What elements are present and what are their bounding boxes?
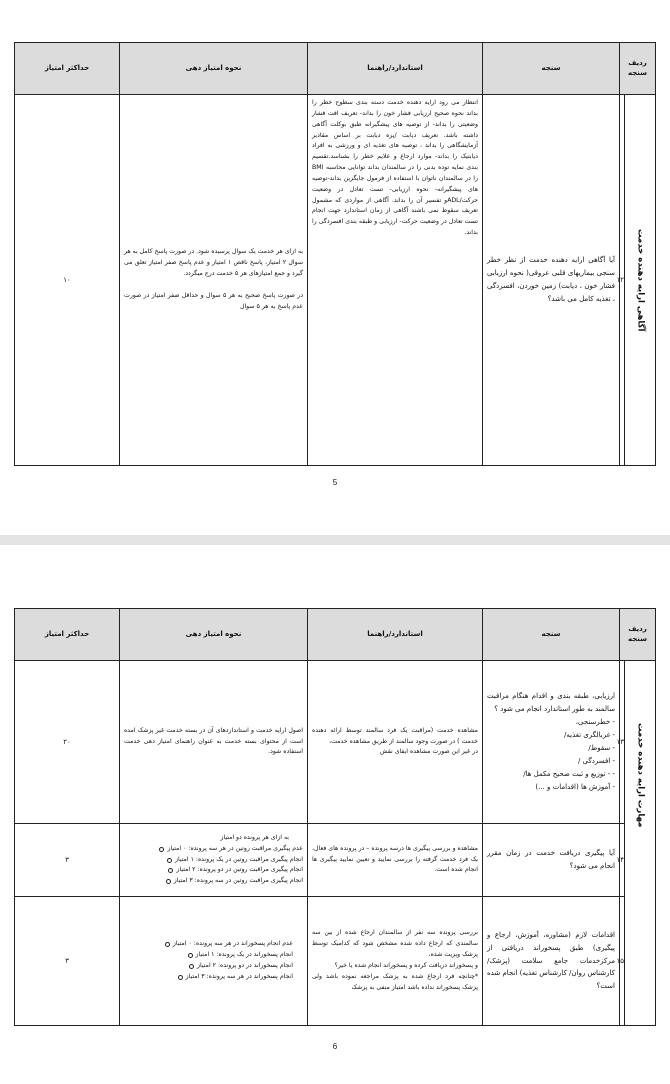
option-text: انجام پسخوراند در هر سه پرونده: ۳ امتیاز <box>185 972 293 980</box>
page-number: 6 <box>332 1042 338 1051</box>
max-score-cell: ۳ <box>15 897 120 1026</box>
header-radif: ردیف سنجه <box>620 43 656 95</box>
circle-icon <box>168 868 173 873</box>
option-text: عدم پیگیری مراقبت روتین در هر سه پرونده: ۰ امتیاز <box>167 844 303 852</box>
standard-line: بررسی پرونده سه نفر از سالمندان ارجاع شده از بین سه سالمندی که ارجاع داده شده مشخص شود که کدامیک توسط پزشک ویزیت شده، <box>312 929 478 959</box>
page-number: 5 <box>332 478 338 487</box>
max-score-cell: ۳ <box>15 824 120 897</box>
standard-line: *چنانچه فرد ارجاع شده به پزشک مراجعه نموده باشد ولی پزشک پسخوراند نداده باشد امتیاز منفی به پزشک <box>312 972 478 991</box>
standard-line: و پسخوراند دریافت کرده و پسخوراند انجام شده یا خیر؟ <box>334 962 478 969</box>
page-separator <box>0 535 670 545</box>
standard-cell <box>308 897 483 1026</box>
scoring-text-2: در صورت پاسخ صحیح به هر ۵ سوال و حداقل صفر امتیاز در صورت عدم پاسخ به هر ۵ سوال <box>124 292 303 311</box>
category-label: آگاهی ارایه دهنده خدمت <box>635 228 646 332</box>
circle-icon <box>165 942 170 947</box>
criterion-line: - افسردگی / <box>577 756 615 765</box>
criterion-line: - آموزش ها (اقدامات و ...) <box>535 782 615 791</box>
criterion-cell: آیا آگاهی ارایه دهنده خدمت از نظر خطر سنجی بیماریهای قلبی عروقی( نحوه ارزیابی فشار خون ، دیابت) زمین خوردن، افسردگی ، تغذیه کامل می باشد؟ <box>483 95 620 466</box>
header-sanjeh: سنجه <box>483 609 620 661</box>
table-row-12 <box>15 95 656 466</box>
table-row-15 <box>15 897 656 1026</box>
scoring-option <box>124 972 293 983</box>
criterion-cell: آیا پیگیری دریافت خدمت در زمان مقرر انجام می شود؟ <box>483 824 620 897</box>
scoring-cell <box>120 824 308 897</box>
scoring-option <box>124 939 293 950</box>
header-radif: ردیف سنجه <box>620 609 656 661</box>
option-text: انجام پسخوراند در دو پرونده: ۲ امتیاز <box>197 962 293 969</box>
criterion-line: - - توزیع و ثبت صحیح مکمل ها/ <box>523 769 615 778</box>
criterion-cell: اقدامات لازم (مشاوره، آموزش، ارجاع و پیگیری) طبق پسخوراند دریافتی از مرکزخدمات جامع سلامت (پزشک/ کارشناس روان/ کارشناس تغذیه) انجام شده است؟ <box>483 897 620 1026</box>
circle-icon <box>166 879 171 884</box>
scoring-intro: به ازای هر پرونده دو امتیاز <box>220 833 289 841</box>
table-row-14 <box>15 824 656 897</box>
row-number: ۱۴ <box>620 824 625 897</box>
standard-text-1: مشاهده خدمت (مراقبت یک فرد سالمند توسط ارائه دهنده خدمت ) در صورت وجود سالمند از طریق مشاهده خدمت، <box>312 726 478 745</box>
scoring-option <box>124 844 303 855</box>
circle-icon <box>188 953 193 958</box>
standard-cell <box>308 661 483 824</box>
evaluation-table-page-2 <box>14 608 656 1026</box>
header-scoring: نحوه امتیاز دهی <box>120 609 308 661</box>
table-row-13 <box>15 661 656 824</box>
evaluation-table-page-1 <box>14 42 656 466</box>
circle-icon <box>167 858 172 863</box>
header-max-score: حداکثر امتیاز <box>15 43 120 95</box>
header-standard: استاندارد/راهنما <box>308 609 483 661</box>
row-number: ۱۳ <box>620 661 625 824</box>
scoring-cell <box>120 95 308 466</box>
standard-cell: مشاهده و بررسی پیگیری ها درسه پرونده – در پرونده های فعال، یک فرد خدمت گرفته را بررسی نمایید و تعیین نمایید پیگیری ها انجام شده است. <box>308 824 483 897</box>
criterion-cell <box>483 661 620 824</box>
criterion-line: - غربالگری تغذیه/ <box>564 731 615 740</box>
standard-cell: انتظار می رود ارایه دهنده خدمت دسته بندی سطوح خطر را بداند نحوه صحیح ارزیابی فشار خون را بداند- تعریف افت فشار وضعیتی را بداند- از توصیه های پیشگیرانه طبق بوکلت آگاهی داشته باشد. تعریف دیابت /پره دیابت بر اساس مقادیر آزمایشگاهی را بداند ، توصیه های تغذیه ای و ورزشی به افراد دیابتیک را بداند- موارد ارجاع و علایم خطر را بشناسد.تقسیم بندی نمایه توده بدنی را در سالمندان بداند توانایی محاسبه BMI را در سالمندان ناتوان با استفاده از فرمول جایگزین بداند-توصیه های پیشگیرانه- نحوه ارزیابی- تست تعادل در وضعیت حرکت/ADLو تفسیر آن را بداند. آگاهی از مواردی که مشمول تعریف سقوط نمی باشند آگاهی از زمان استاندارد جهت انجام تست تعادل در وضعیت حرکت- ارزیابی و طبقه بندی افسردگی را بداند. <box>308 95 483 466</box>
standard-text-2: در غیر این صورت مشاهده ایفای نقش <box>380 748 478 756</box>
row-number: ۱۵ <box>620 897 625 1026</box>
criterion-line: - خطرسنجی، <box>575 718 615 727</box>
scoring-cell <box>120 897 308 1026</box>
category-cell <box>625 661 656 1026</box>
circle-icon <box>159 847 164 852</box>
scoring-text-1: به ازای هر خدمت یک سوال پرسیده شود. در صورت پاسخ کامل به هر سوال ۲ امتیاز، پاسخ ناقص ۱ امتیاز و عدم پاسخ صفر امتیاز تعلق می گیرد و جمع امتیازهای هر ۵ خدمت درج میگردد. <box>124 247 304 277</box>
scoring-option <box>124 950 293 961</box>
scoring-option <box>124 876 303 887</box>
category-label: مهارت ارایه دهنده خدمت <box>635 723 646 828</box>
scoring-option <box>124 865 303 876</box>
circle-icon <box>178 975 183 980</box>
scoring-cell: اصول ارایه خدمت و استانداردهای آن در بسته خدمت غیر پزشک امده است از محتوای بسته خدمت به عنوان راهنمای امتیاز دهی خدمت استفاده شود. <box>120 661 308 824</box>
header-standard: استاندارد/راهنما <box>308 43 483 95</box>
option-text: انجام پیگیری مراقبت روتین در یک پرونده: ۱ امتیاز <box>174 855 303 863</box>
table-header-row <box>15 43 656 95</box>
page-2 <box>0 545 670 1084</box>
option-text: عدم انجام پسخوراند در هر سه پرونده: ۰ امتیاز <box>172 940 293 948</box>
option-text: انجام پیگیری مراقبت روتین در سه پرونده: ۳ امتیاز <box>173 877 303 885</box>
criterion-line: ارزیابی، طبقه بندی و اقدام هنگام مراقبت سالمند به طور استاندارد انجام می شود ؟ <box>487 692 615 714</box>
max-score-cell: ۲۰ <box>15 661 120 824</box>
row-number: ۱۲ <box>620 95 625 466</box>
page-1 <box>0 0 670 535</box>
option-text: انجام پیگیری مراقبت روتین در دو پرونده: ۲ امتیاز <box>176 866 303 874</box>
header-scoring: نحوه امتیاز دهی <box>120 43 308 95</box>
table-header-row <box>15 609 656 661</box>
scoring-option <box>124 961 293 972</box>
option-text: انجام پسخوراند در یک پرونده: ۱ امتیاز <box>195 951 293 959</box>
header-sanjeh: سنجه <box>483 43 620 95</box>
category-cell <box>625 95 656 466</box>
circle-icon <box>189 964 194 969</box>
scoring-option <box>124 855 303 866</box>
max-score-cell: ۱۰ <box>15 95 120 466</box>
header-max-score: حداکثر امتیاز <box>15 609 120 661</box>
criterion-line: - سقوط/ <box>588 744 615 752</box>
